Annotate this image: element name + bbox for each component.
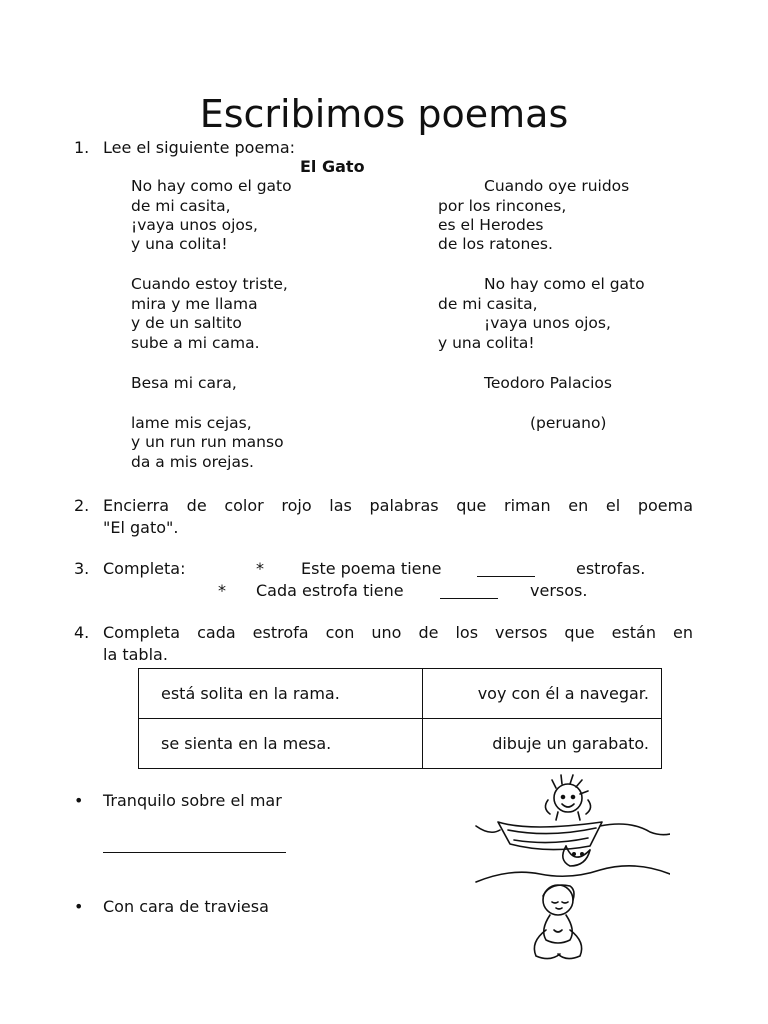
poem-left-line: ¡vaya unos ojos,	[131, 216, 258, 234]
poem-left-line: da a mis orejas.	[131, 453, 254, 471]
poem-left-line: y un run run manso	[131, 433, 284, 451]
q3-number: 3.	[74, 559, 90, 578]
q4-text-line2: la tabla.	[103, 645, 168, 664]
bullet-mark: •	[74, 791, 84, 810]
table-cell: voy con él a navegar.	[423, 669, 662, 719]
q2-number: 2.	[74, 496, 90, 515]
poem-left-line: No hay como el gato	[131, 177, 292, 195]
boat-icon	[498, 822, 602, 850]
poem-right-line: de mi casita,	[438, 295, 538, 313]
q2-text-line1: Encierra de color rojo las palabras que riman en el poema	[103, 496, 693, 515]
table-cell: se sienta en la mesa.	[139, 719, 423, 769]
bullet-item-text: Tranquilo sobre el mar	[103, 791, 282, 810]
q3-item2-unit: versos.	[530, 581, 588, 600]
poem-left-line: y una colita!	[131, 235, 228, 253]
poem-right-line: por los rincones,	[438, 197, 567, 215]
q3-star: *	[256, 559, 264, 578]
q3-item1-blank[interactable]	[477, 562, 535, 577]
table-row	[139, 669, 662, 719]
verses-table	[138, 668, 662, 769]
fish-icon	[563, 846, 590, 866]
q4-text-line1: Completa cada estrofa con uno de los versos que están en	[103, 623, 693, 642]
poem-left-line: Besa mi cara,	[131, 374, 237, 392]
table-row	[139, 719, 662, 769]
q3-item2-text: Cada estrofa tiene	[256, 581, 404, 600]
boat-and-girl-illustration	[470, 770, 670, 970]
q2-text-line2: "El gato".	[103, 518, 179, 537]
q3-label: Completa:	[103, 559, 186, 578]
poem-left-line: lame mis cejas,	[131, 414, 252, 432]
poem-left-line: de mi casita,	[131, 197, 231, 215]
poem-author: Teodoro Palacios	[484, 374, 612, 392]
q3-item1-unit: estrofas.	[576, 559, 646, 578]
poem-right-line: es el Herodes	[438, 216, 544, 234]
poem-right-line: y una colita!	[438, 334, 535, 352]
poem-left-line: y de un saltito	[131, 314, 242, 332]
table-cell: dibuje un garabato.	[423, 719, 662, 769]
q1-instruction: Lee el siguiente poema:	[103, 138, 296, 157]
q3-star: *	[218, 581, 226, 600]
poem-right-line: No hay como el gato	[484, 275, 645, 293]
q1-number: 1.	[74, 138, 90, 157]
q3-item2-blank[interactable]	[440, 584, 498, 599]
girl-sitting-icon	[534, 885, 581, 959]
poem-right-line: ¡vaya unos ojos,	[484, 314, 611, 332]
poem-right-line: de los ratones.	[438, 235, 553, 253]
table-cell: está solita en la rama.	[139, 669, 423, 719]
poem-right-line: Cuando oye ruidos	[484, 177, 630, 195]
poem-title: El Gato	[300, 157, 365, 176]
poem-left-line: sube a mi cama.	[131, 334, 260, 352]
poem-author-nationality: (peruano)	[530, 414, 607, 432]
bullet-item-text: Con cara de traviesa	[103, 897, 269, 916]
q3-item1-text: Este poema tiene	[301, 559, 442, 578]
page-title: Escribimos poemas	[199, 92, 569, 136]
poem-left-line: mira y me llama	[131, 295, 258, 313]
q4-number: 4.	[74, 623, 90, 642]
boy-in-boat-icon	[545, 775, 590, 820]
bullet-mark: •	[74, 897, 84, 916]
answer-blank-line[interactable]	[103, 838, 286, 853]
poem-left-line: Cuando estoy triste,	[131, 275, 288, 293]
